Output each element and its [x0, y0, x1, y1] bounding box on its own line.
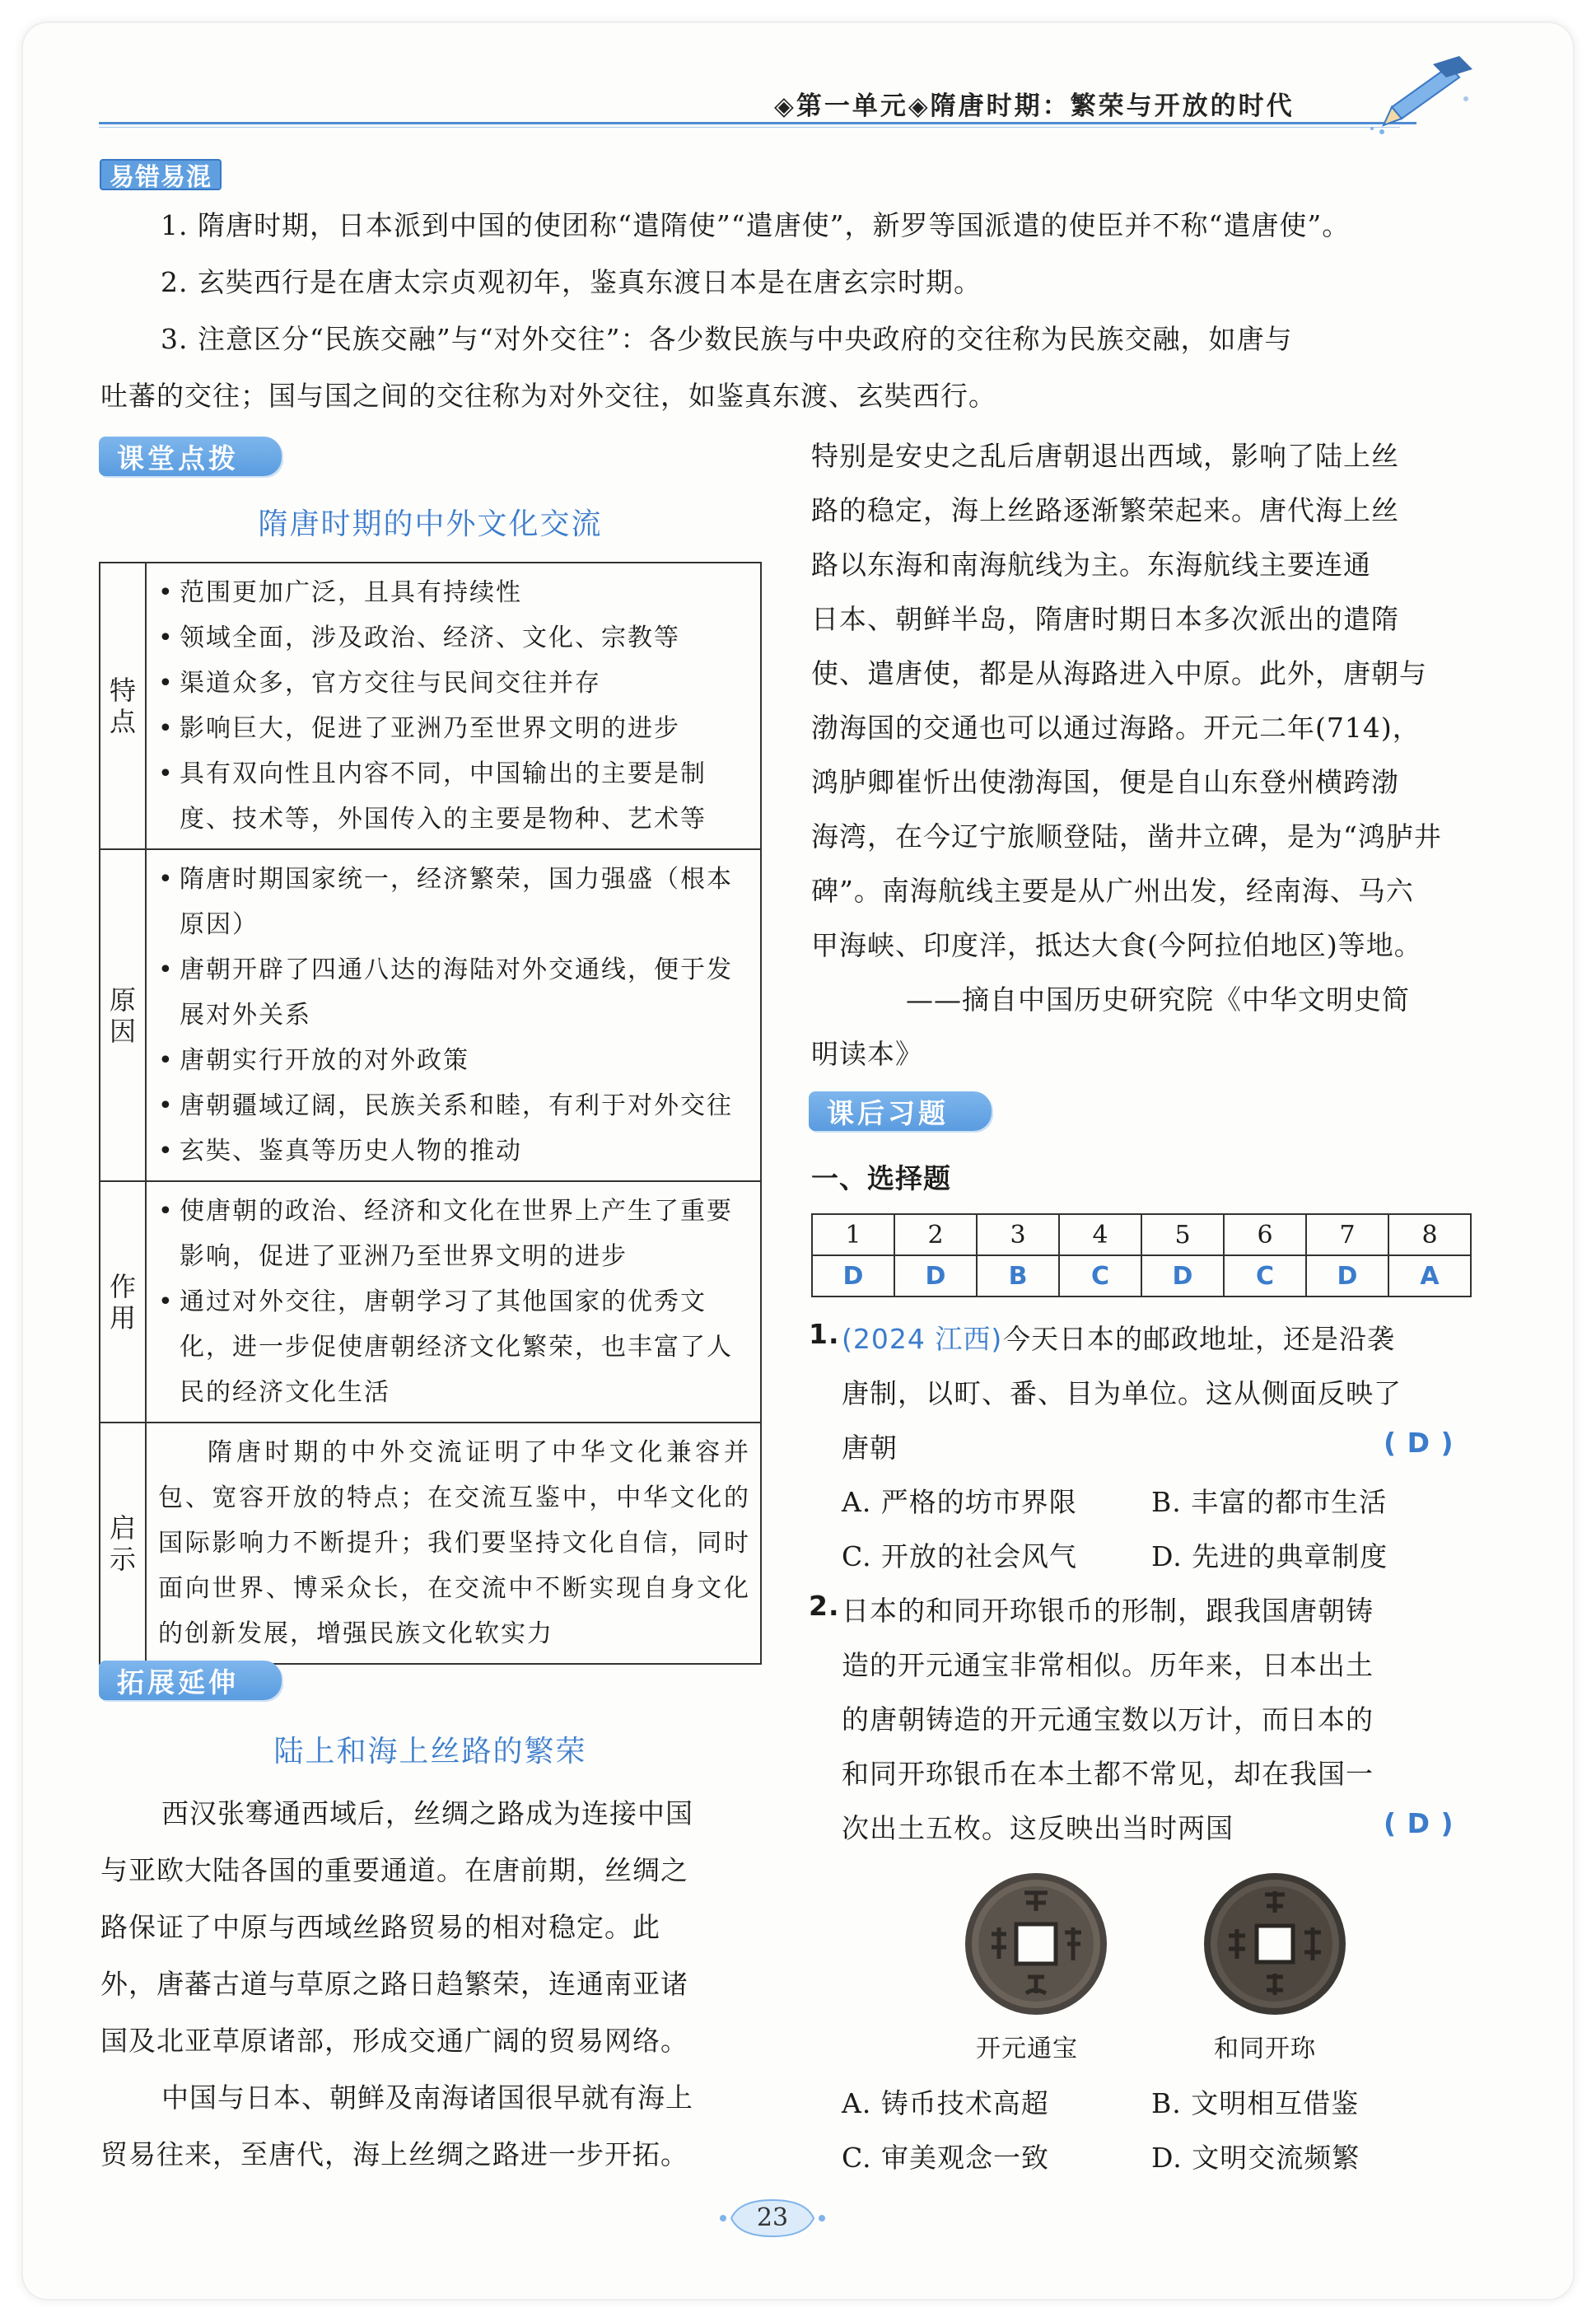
q2-option-d[interactable]: D. 文明交流频繁 — [1151, 2142, 1360, 2174]
header-divider-thin — [99, 127, 1400, 128]
answer-number: 1 — [812, 1214, 894, 1255]
mistakes-tag: 易错易混 — [100, 159, 222, 190]
q2-option-b[interactable]: B. 文明相互借鉴 — [1151, 2087, 1360, 2119]
answer-number: 3 — [977, 1214, 1059, 1255]
extension-right-line: 碑”。南海航线主要是从广州出发，经南海、马六 — [811, 875, 1414, 907]
exercises-tag: 课后习题 — [809, 1091, 992, 1131]
extension-right-line: 使、遣唐使，都是从海路进入中原。此外，唐朝与 — [811, 657, 1427, 689]
extension-source-cont: 明读本》 — [811, 1038, 923, 1070]
answer-number: 7 — [1306, 1214, 1388, 1255]
effect-item: • 通过对外交往，唐朝学习了其他国家的优秀文化，进一步促使唐朝经济文化繁荣，也丰富了人民的经济文化生活 — [158, 1287, 733, 1407]
reason-item: • 隋唐时期国家统一，经济繁荣，国力强盛（根本原因） — [158, 865, 733, 939]
reason-item: • 玄奘、鉴真等历史人物的推动 — [158, 1137, 522, 1166]
extension-right-line: 甲海峡、印度洋，抵达大食(今阿拉伯地区)等地。 — [811, 929, 1422, 961]
reason-item: • 唐朝实行开放的对外政策 — [158, 1046, 469, 1075]
insights-label: 启示 — [100, 1423, 146, 1664]
summary-table — [99, 562, 762, 1665]
answer-letter: C — [1059, 1255, 1141, 1296]
mistake-item-3: 3. 注意区分“民族交融”与“对外交往”：各少数民族与中央政府的交往称为民族交融，如唐与 — [161, 323, 1293, 355]
effects-label: 作用 — [100, 1181, 146, 1423]
extension-right-line: 渤海国的交通也可以通过海路。开元二年(714)， — [811, 712, 1421, 744]
pencil-cap-icon — [1367, 49, 1482, 140]
feature-item: • 范围更加广泛，且具有持续性 — [158, 578, 522, 607]
answer-number: 2 — [894, 1214, 977, 1255]
extension-right-line: 特别是安史之乱后唐朝退出西域，影响了陆上丝 — [811, 440, 1399, 472]
extension-source: ——摘自中国历史研究院《中华文明史简 — [906, 983, 1410, 1016]
q1-line: 唐制，以町、番、目为单位。这从侧面反映了 — [842, 1377, 1402, 1409]
q2-line: 日本的和同开珎银币的形制，跟我国唐朝铸 — [842, 1595, 1374, 1627]
answer-letter: D — [812, 1255, 894, 1296]
answer-number: 6 — [1224, 1214, 1306, 1255]
extension-right-line: 海湾，在今辽宁旅顺登陆，凿井立碑，是为“鸿胪井 — [811, 820, 1442, 853]
extension-line: 国及北亚草原诸部，形成交通广阔的贸易网络。 — [100, 2025, 688, 2057]
effects-cell — [146, 1181, 761, 1423]
answer-letter: A — [1388, 1255, 1471, 1296]
effect-item: • 使唐朝的政治、经济和文化在世界上产生了重要影响，促进了亚洲乃至世界文明的进步 — [158, 1197, 733, 1271]
q1-source: (2024 江西) — [842, 1323, 1003, 1355]
extension-right-line: 日本、朝鲜半岛，隋唐时期日本多次派出的遣隋 — [811, 603, 1399, 635]
answer-letter: C — [1224, 1255, 1306, 1296]
extension-right-line: 鸿胪卿崔忻出使渤海国，便是自山东登州横跨渤 — [811, 766, 1399, 798]
page-number: 23 — [756, 2203, 789, 2232]
extension-line: 路保证了中原与西域丝路贸易的相对稳定。此 — [100, 1911, 660, 1943]
answer-number: 4 — [1059, 1214, 1141, 1255]
extension-right-line: 路的稳定，海上丝路逐渐繁荣起来。唐代海上丝 — [811, 494, 1399, 526]
extension-line: 外，唐蕃古道与草原之路日趋繁荣，连通南亚诸 — [100, 1968, 688, 2000]
q1-number: 1. — [809, 1318, 840, 1350]
choice-section-title: 一、选择题 — [811, 1162, 951, 1194]
classroom-subtitle: 隋唐时期的中外文化交流 — [258, 507, 603, 541]
answer-letter: B — [977, 1255, 1059, 1296]
q1-option-c[interactable]: C. 开放的社会风气 — [842, 1540, 1078, 1572]
classroom-tag: 课堂点拨 — [99, 437, 282, 476]
extension-line: 西汉张骞通西域后，丝绸之路成为连接中国 — [161, 1797, 693, 1829]
insights-text: 隋唐时期的中外交流证明了中华文化兼容并包、宽容开放的特点；在交流互鉴中，中华文化的国际影响力不断提升；我们要坚持文化自信，同时面向世界、博采众长，在交流中不断实现自身文化的创新发展，增强民族文化软实力 — [158, 1438, 750, 1648]
q1-answer: ( D ) — [1384, 1427, 1454, 1459]
header-divider — [99, 122, 1416, 124]
answer-table — [811, 1213, 1472, 1297]
feature-item: • 领域全面，涉及政治、经济、文化、宗教等 — [158, 624, 680, 652]
reason-item: • 唐朝疆域辽阔，民族关系和睦，有利于对外交往 — [158, 1091, 733, 1120]
kaiyuan-coin-image — [962, 1870, 1110, 2018]
answer-number: 5 — [1141, 1214, 1224, 1255]
mistake-item-1: 1. 隋唐时期，日本派到中国的使团称“遣隋使”“遣唐使”，新罗等国派遣的使臣并不称“遣唐使”。 — [161, 209, 1351, 241]
feature-item: • 具有双向性且内容不同，中国输出的主要是制度、技术等，外国传入的主要是物种、艺术等 — [158, 759, 707, 834]
mistake-item-3-cont: 吐蕃的交往；国与国之间的交往称为对外交往，如鉴真东渡、玄奘西行。 — [100, 380, 996, 412]
features-cell — [146, 563, 761, 849]
feature-item: • 影响巨大，促进了亚洲乃至世界文明的进步 — [158, 714, 680, 743]
insights-cell — [146, 1423, 761, 1664]
q1-option-d[interactable]: D. 先进的典章制度 — [1151, 1540, 1388, 1572]
features-label: 特点 — [100, 563, 146, 849]
q1-option-b[interactable]: B. 丰富的都市生活 — [1151, 1486, 1388, 1518]
coin2-caption: 和同开珎 — [1214, 2035, 1316, 2063]
answer-letter: D — [1306, 1255, 1388, 1296]
q2-line: 和同开珎银币在本土都不常见，却在我国一 — [842, 1758, 1374, 1790]
reasons-label: 原因 — [100, 849, 146, 1181]
q1-line: 唐朝 — [842, 1432, 898, 1464]
extension-tag: 拓展延伸 — [99, 1661, 282, 1700]
extension-line: 贸易往来，至唐代，海上丝绸之路进一步开拓。 — [100, 2138, 688, 2170]
q1-line: 今天日本的邮政地址，还是沿袭 — [1003, 1323, 1395, 1355]
wadokaichin-coin-image — [1201, 1870, 1349, 2018]
q2-line: 的唐朝铸造的开元通宝数以万计，而日本的 — [842, 1703, 1374, 1736]
answer-number: 8 — [1388, 1214, 1471, 1255]
extension-line: 中国与日本、朝鲜及南海诸国很早就有海上 — [161, 2081, 693, 2114]
answer-letter: D — [1141, 1255, 1224, 1296]
coin1-caption: 开元通宝 — [976, 2035, 1078, 2063]
q2-answer: ( D ) — [1384, 1807, 1454, 1839]
answer-letter: D — [894, 1255, 977, 1296]
q2-line: 造的开元通宝非常相似。历年来，日本出土 — [842, 1649, 1374, 1681]
q2-option-a[interactable]: A. 铸币技术高超 — [842, 2087, 1049, 2119]
reasons-cell — [146, 849, 761, 1181]
q2-option-c[interactable]: C. 审美观念一致 — [842, 2142, 1050, 2174]
mistake-item-2: 2. 玄奘西行是在唐太宗贞观初年，鉴真东渡日本是在唐玄宗时期。 — [161, 266, 982, 298]
q1-option-a[interactable]: A. 严格的坊市界限 — [842, 1486, 1077, 1518]
extension-line: 与亚欧大陆各国的重要通道。在唐前期，丝绸之 — [100, 1854, 688, 1886]
q2-number: 2. — [809, 1590, 840, 1622]
extension-subtitle: 陆上和海上丝路的繁荣 — [273, 1735, 587, 1768]
feature-item: • 渠道众多，官方交往与民间交往并存 — [158, 669, 601, 698]
q2-line: 次出土五枚。这反映出当时两国 — [842, 1812, 1234, 1844]
extension-right-line: 路以东海和南海航线为主。东海航线主要连通 — [811, 549, 1371, 581]
header-title: ◈第一单元◈隋唐时期：繁荣与开放的时代 — [774, 91, 1295, 121]
reason-item: • 唐朝开辟了四通八达的海陆对外交通线，便于发展对外关系 — [158, 955, 733, 1030]
